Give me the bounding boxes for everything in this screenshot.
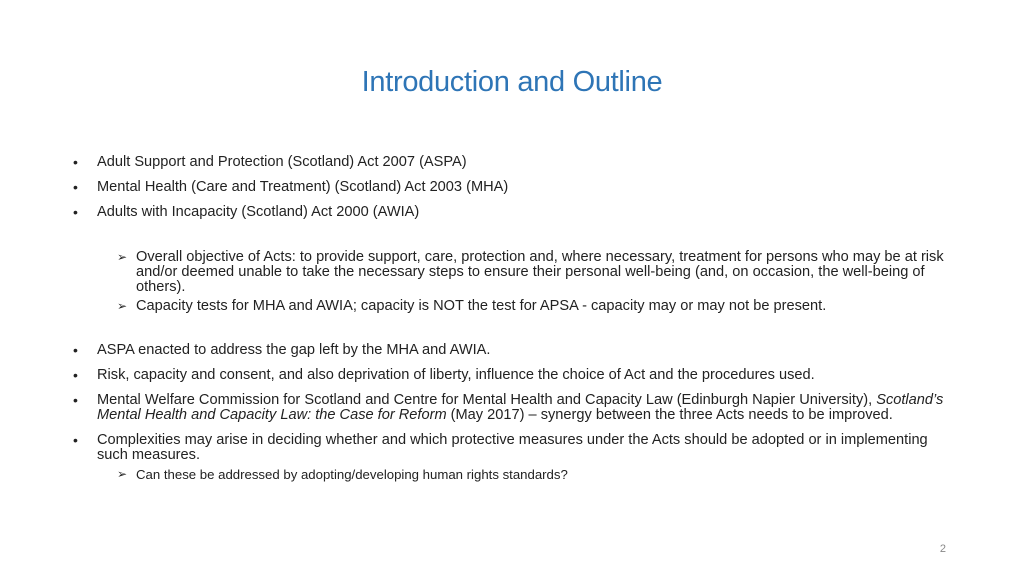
list-item (0, 393, 1024, 423)
list-item (0, 299, 1024, 314)
points-list (0, 343, 1024, 482)
act-mha: Mental Health (Care and Treatment) (Scotland) Act 2003 (MHA) (97, 179, 509, 195)
point-commission-prefix: Mental Welfare Commission for Scotland and Centre for Mental Health and Capacity Law (Edinburgh Napier University), (97, 392, 877, 408)
act-aspa: Adult Support and Protection (Scotland) Act 2007 (ASPA) (97, 154, 467, 170)
bullet-icon: • (73, 342, 78, 358)
act-awia: Adults with Incapacity (Scotland) Act 2000 (AWIA) (97, 204, 420, 220)
objective-text: Overall objective of Acts: to provide support, care, protection and, where necessary, treatment for persons who may be at risk and/or deemed unable to take the necessary steps to ensure their personal well-being (and, on occasion, the well-being of others). (136, 249, 944, 295)
acts-list (0, 155, 1024, 230)
slide-title: Introduction and Outline (361, 66, 663, 98)
bullet-icon: • (73, 392, 78, 408)
bullet-icon: • (73, 432, 78, 448)
arrow-icon: ➢ (117, 250, 128, 264)
arrow-icon: ➢ (117, 467, 128, 481)
list-item (0, 343, 1024, 358)
point-risk-capacity: Risk, capacity and consent, and also deprivation of liberty, influence the choice of Act and the procedures used. (97, 367, 815, 383)
human-rights-question: Can these be addressed by adopting/developing human rights standards? (136, 467, 568, 482)
list-item (0, 433, 1024, 463)
bullet-icon: • (73, 204, 78, 220)
list-item (0, 250, 1024, 295)
bullet-icon: • (73, 367, 78, 383)
list-item (0, 205, 1024, 220)
page-number: 2 (939, 543, 946, 555)
bullet-icon: • (73, 179, 78, 195)
bullet-icon: • (73, 154, 78, 170)
point-commission-suffix: (May 2017) – synergy between the three Acts needs to be improved. (446, 407, 893, 423)
arrow-icon: ➢ (117, 299, 128, 313)
list-item (0, 155, 1024, 170)
capacity-text: Capacity tests for MHA and AWIA; capacity is NOT the test for APSA - capacity may or may not be present. (136, 298, 827, 314)
point-complexities: Complexities may arise in deciding whether and which protective measures under the Acts should be adopted or in implementing such measures. (97, 432, 928, 463)
list-item (0, 368, 1024, 383)
list-item (0, 467, 1024, 482)
objectives-list (0, 250, 1024, 318)
point-aspa-enacted: ASPA enacted to address the gap left by the MHA and AWIA. (97, 342, 491, 358)
report-title: Scotland’s Mental Health and Capacity Law: the Case for Reform (97, 392, 944, 423)
list-item (0, 180, 1024, 195)
